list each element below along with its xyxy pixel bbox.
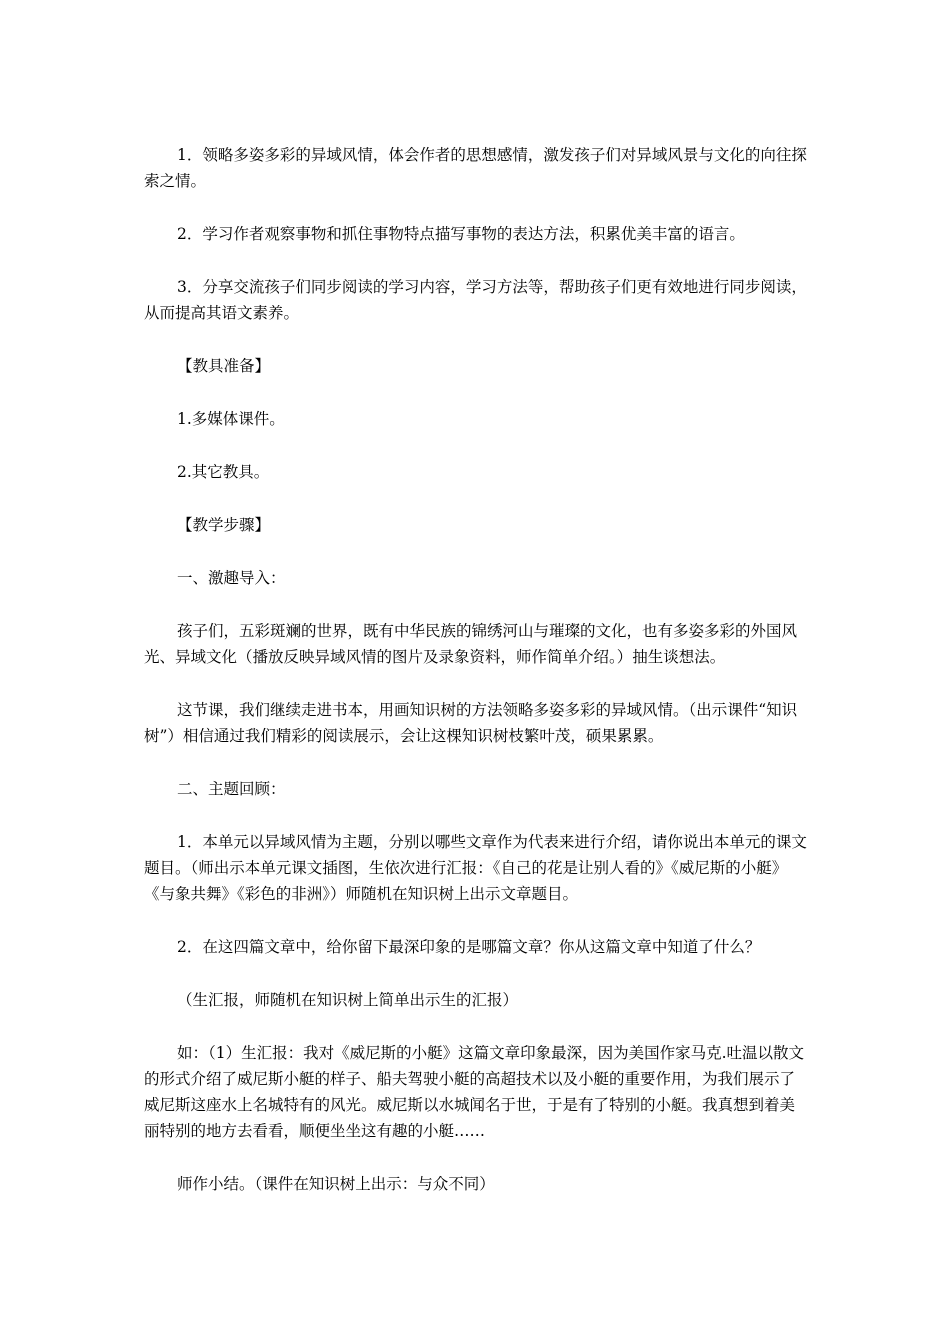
material-item-2: 2.其它教具。 [177, 463, 270, 481]
step-heading-review: 二、主题回顾： [177, 780, 286, 798]
intro-paragraph-2: 这节课，我们继续走进书本，用画知识树的方法领略多姿多彩的异域风情。（出示课件“知识树”）相信通过我们精彩的阅读展示，会让这棵知识树枝繁叶茂，硕果累累。 [144, 701, 798, 745]
review-note: （生汇报，师随机在知识树上简单出示生的汇报） [177, 991, 519, 1009]
section-heading-materials: 【教具准备】 [177, 357, 271, 375]
step-heading-intro: 一、激趣导入： [177, 569, 286, 587]
section-heading-steps: 【教学步骤】 [177, 516, 271, 534]
objective-3: 3．分享交流孩子们同步阅读的学习内容，学习方法等，帮助孩子们更有效地进行同步阅读，从而提高其语文素养。 [144, 278, 807, 322]
objective-1: 1．领略多姿多彩的异域风情，体会作者的思想感情，激发孩子们对异域风景与文化的向往探索之情。 [144, 146, 807, 190]
review-question-2: 2．在这四篇文章中，给你留下最深印象的是哪篇文章？你从这篇文章中知道了什么？ [177, 938, 761, 956]
teacher-summary: 师作小结。（课件在知识树上出示：与众不同） [177, 1175, 495, 1193]
example-report: 如：（1）生汇报：我对《威尼斯的小艇》这篇文章印象最深，因为美国作家马克.吐温以散文的形式介绍了威尼斯小艇的样子、船夫驾驶小艇的高超技术以及小艇的重要作用，为我们展示了威尼斯这座水上名城特有的风光。威尼斯以水城闻名于世，于是有了特别的小艇。我真想到着美丽特别的地方去看看，顺便坐坐这有趣的小艇…… [144, 1044, 805, 1140]
review-question-1: 1．本单元以异域风情为主题，分别以哪些文章作为代表来进行介绍，请你说出本单元的课文题目。（师出示本单元课文插图，生依次进行汇报：《自己的花是让别人看的》《威尼斯的小艇》《与象共舞》《彩色的非洲》）师随机在知识树上出示文章题目。 [144, 833, 807, 903]
objective-2: 2．学习作者观察事物和抓住事物特点描写事物的表达方法，积累优美丰富的语言。 [177, 225, 745, 243]
intro-paragraph-1: 孩子们，五彩斑斓的世界，既有中华民族的锦绣河山与璀璨的文化，也有多姿多彩的外国风光、异域文化（播放反映异域风情的图片及录象资料，师作简单介绍。）抽生谈想法。 [144, 622, 798, 666]
material-item-1: 1.多媒体课件。 [177, 410, 285, 428]
document-body [144, 142, 810, 1197]
